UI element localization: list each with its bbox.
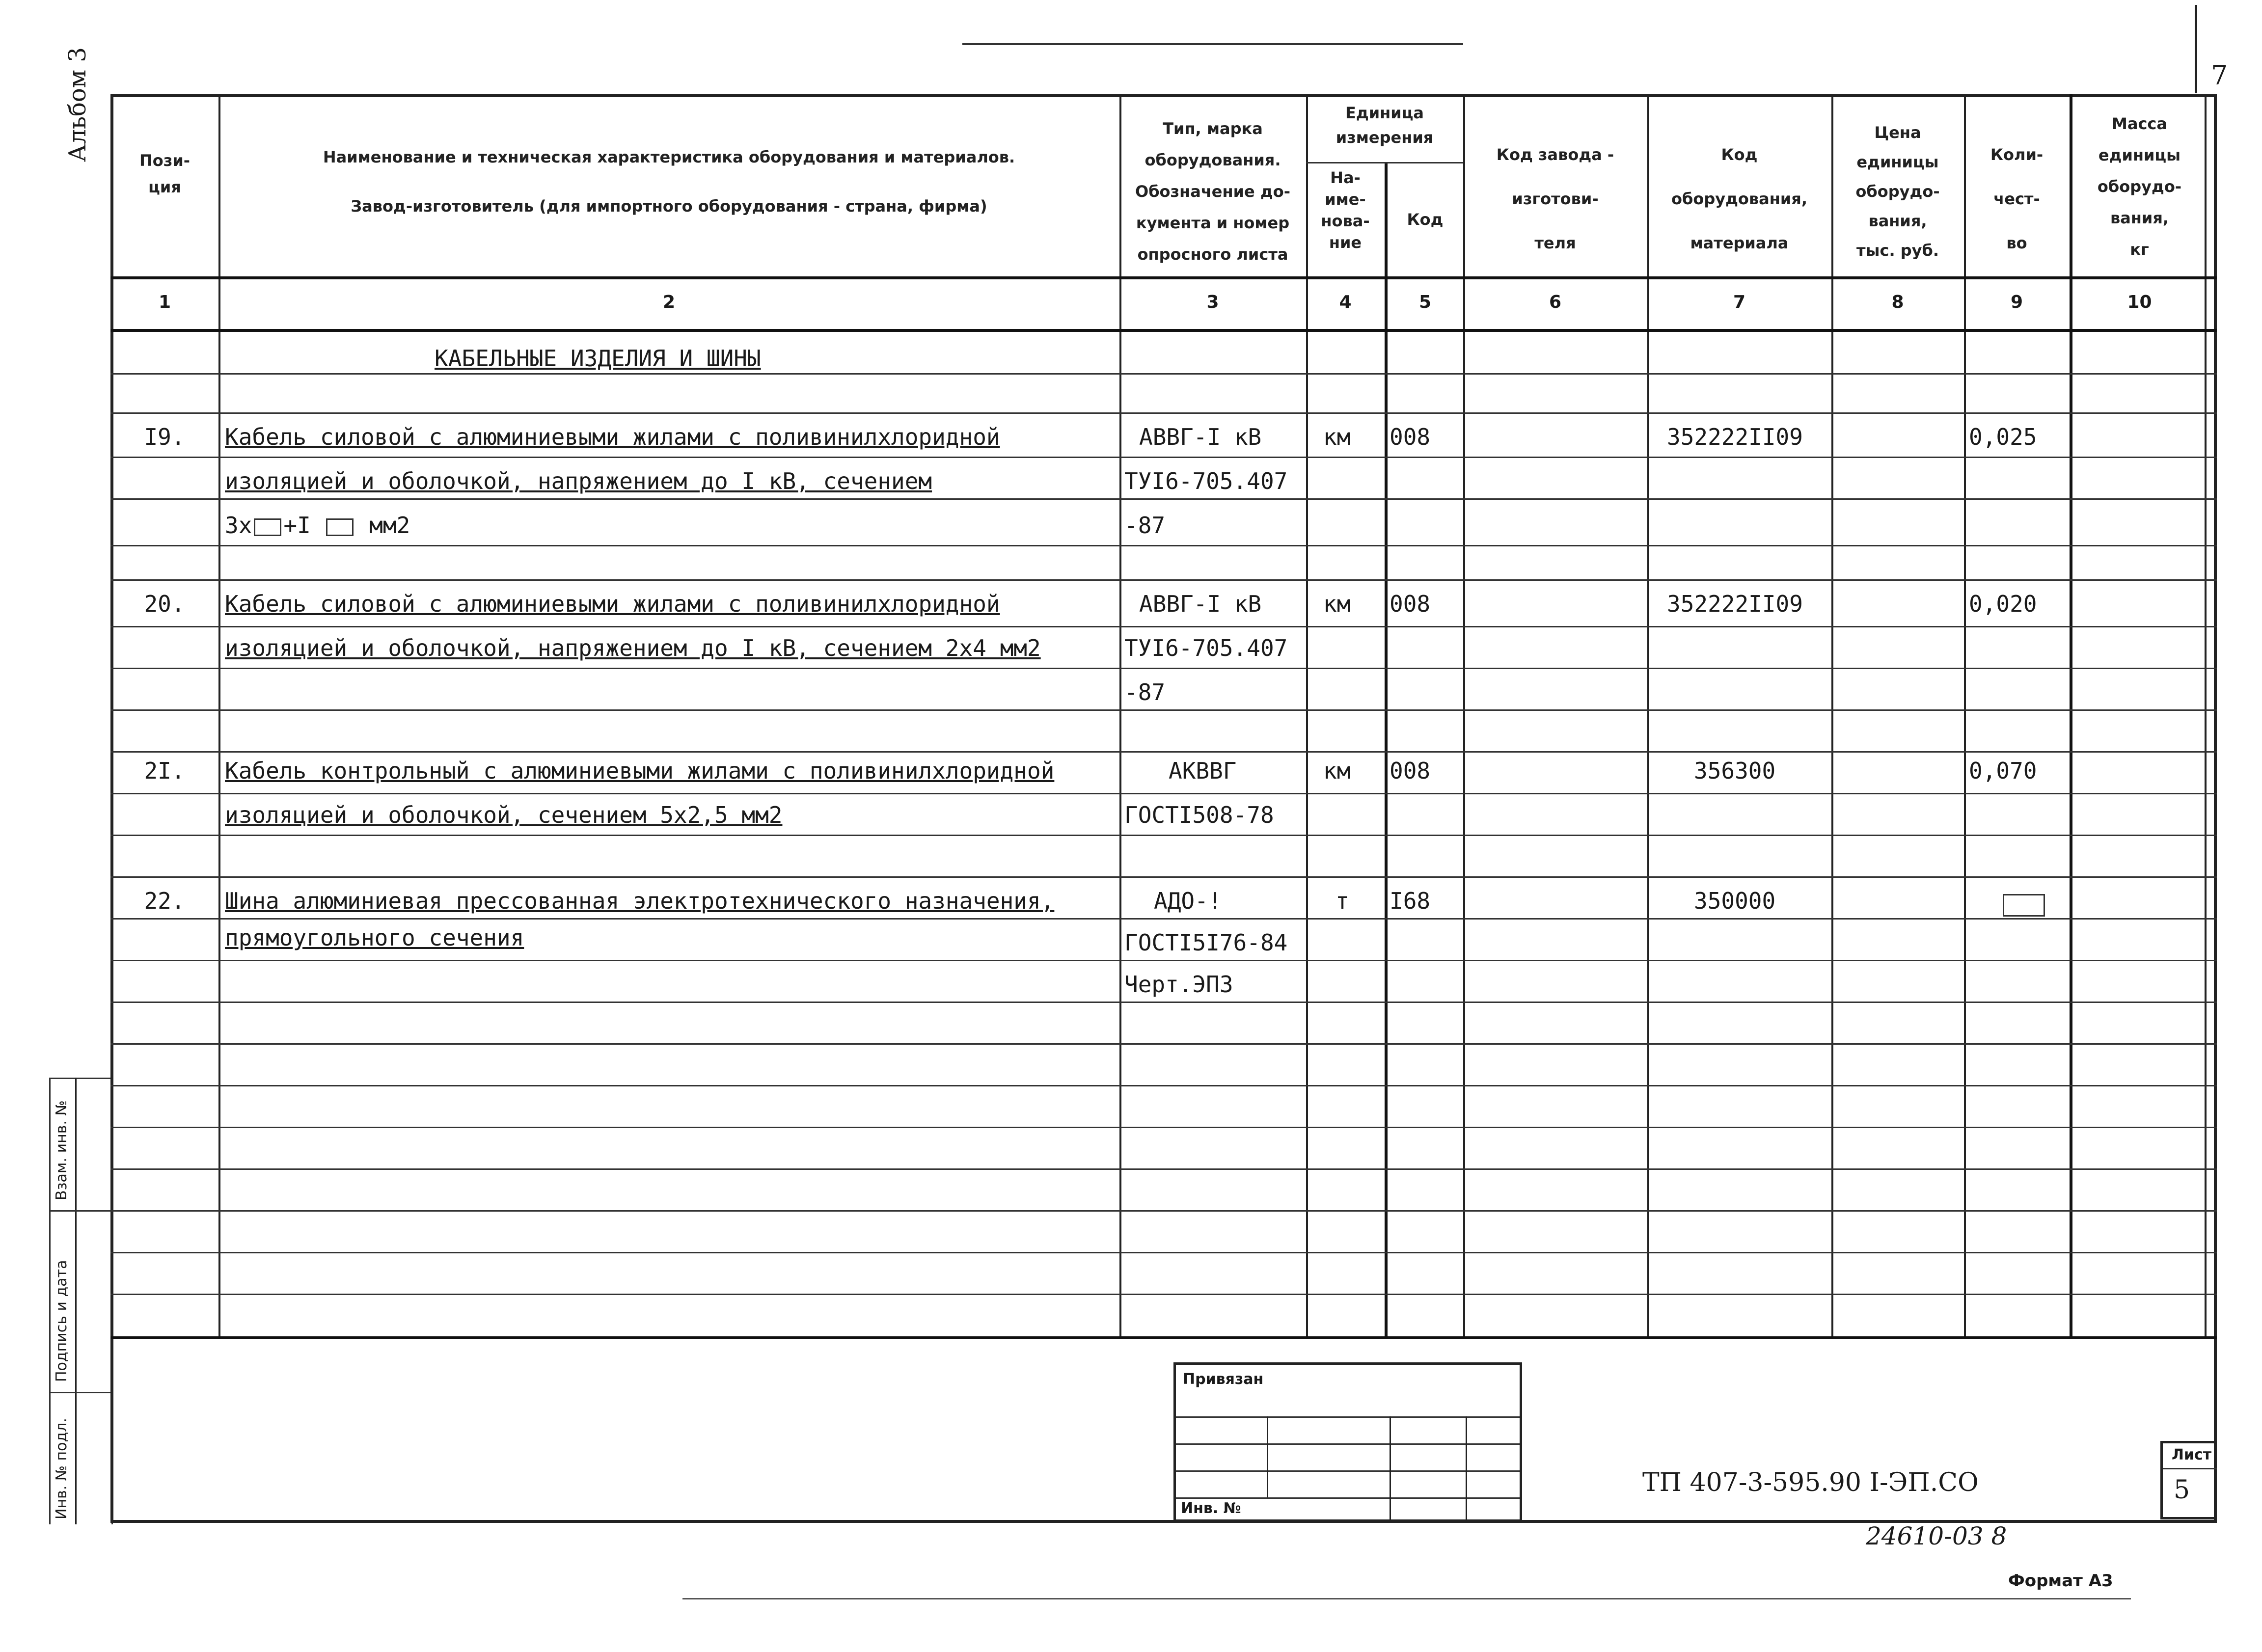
- item-21-code: 008: [1390, 758, 1431, 784]
- top-rule: [962, 43, 1463, 45]
- bottom-rule: [682, 1598, 2131, 1599]
- colnum-6: 6: [1549, 292, 1562, 312]
- stamp-privyazan: Привязан: [1183, 1371, 1264, 1388]
- colnum-1: 1: [158, 292, 171, 312]
- item-21-qty: 0,070: [1969, 758, 2037, 784]
- item-22-equip-code: 350000: [1694, 888, 1776, 914]
- section-title: КАБЕЛЬНЫЕ ИЗДЕЛИЯ И ШИНЫ: [435, 345, 761, 372]
- item-21-type-2: ГОСТI508-78: [1124, 802, 1274, 828]
- item-22-type-2: ГОСТI5I76-84: [1124, 929, 1288, 956]
- hdr-price: Цена единицы оборудо- вания, тыс. руб.: [1855, 123, 1940, 260]
- margin-label-inv: Инв. № подл.: [53, 1418, 70, 1519]
- hdr-unit: Единица измерения: [1335, 104, 1434, 147]
- hdr-qty: Коли- чест- во: [1990, 145, 2044, 252]
- item-21-name-2: изоляцией и оболочкой, сечением 5х2,5 мм2: [225, 802, 783, 828]
- item-21-unit: км: [1323, 758, 1351, 784]
- item-19-unit: км: [1323, 424, 1351, 450]
- item-19-type-2: ТУI6-705.407: [1124, 468, 1288, 494]
- document-code: ТП 407-3-595.90 I-ЭП.СО: [1642, 1468, 1979, 1497]
- item-20-equip-code: 352222II09: [1667, 591, 1803, 617]
- sheet-number: 7: [2211, 60, 2228, 91]
- item-22-unit: т: [1335, 888, 1349, 914]
- format-label: Формат А3: [2008, 1571, 2113, 1591]
- item-19-name-2: изоляцией и оболочкой, напряжением до I кВ, сечением: [225, 468, 932, 494]
- item-19-type-3: -87: [1124, 512, 1166, 539]
- handwritten-number: 24610-03 8: [1866, 1522, 2007, 1550]
- item-21-pos: 2I.: [144, 758, 185, 784]
- colnum-10: 10: [2127, 292, 2152, 312]
- hdr-equip-code: Код оборудования, материала: [1671, 145, 1807, 252]
- item-19-name-1: Кабель силовой с алюминиевыми жилами с поливинилхлоридной: [225, 424, 1000, 450]
- item-21-type-1: АКВВГ: [1169, 758, 1237, 784]
- hdr-factory-code: Код завода - изготови- теля: [1496, 145, 1614, 252]
- item-22-qty-box: [2001, 889, 2047, 918]
- item-20-name-1: Кабель силовой с алюминиевыми жилами с поливинилхлоридной: [225, 591, 1000, 617]
- item-20-qty: 0,020: [1969, 591, 2037, 617]
- item-20-code: 008: [1390, 591, 1431, 617]
- item-19-qty: 0,025: [1969, 424, 2037, 450]
- item-22-type-1: АДО-!: [1154, 888, 1222, 914]
- item-19-code: 008: [1390, 424, 1431, 450]
- album-label: Альбом 3: [64, 47, 91, 162]
- hdr-mass: Масса единицы оборудо- вания, кг: [2097, 114, 2182, 259]
- item-22-name-1: Шина алюминиевая прессованная электротехнического назначения,: [225, 888, 1055, 914]
- item-21-equip-code: 356300: [1694, 758, 1776, 784]
- sheet-box: [2160, 1441, 2217, 1519]
- item-20-unit: км: [1323, 591, 1351, 617]
- item-20-type-2: ТУI6-705.407: [1124, 635, 1288, 661]
- hdr-unit-code: Код: [1407, 210, 1444, 229]
- stamp-inv: Инв. №: [1181, 1500, 1241, 1517]
- item-20-name-2: изоляцией и оболочкой, напряжением до I кВ, сечением 2х4 мм2: [225, 635, 1041, 661]
- colnum-9: 9: [2010, 292, 2023, 312]
- colnum-8: 8: [1891, 292, 1904, 312]
- hdr-name: Наименование и техническая характеристика оборудования и материалов. Завод-изготовитель (для импортного оборудования - страна, фирма): [323, 148, 1015, 216]
- item-22-type-3: Черт.ЭП3: [1124, 971, 1233, 998]
- sheet-number-box: [2195, 5, 2256, 93]
- sheet-value: 5: [2174, 1475, 2190, 1505]
- margin-label-zam: Взам. инв. №: [53, 1100, 70, 1200]
- item-22-name-2: прямоугольного сечения: [225, 924, 524, 951]
- item-22-pos: 22.: [144, 888, 185, 914]
- binding-stamp: [1173, 1362, 1522, 1522]
- sheet-label: Лист: [2172, 1446, 2212, 1463]
- item-19-name-3: 3х +I мм2: [225, 512, 410, 539]
- colnum-5: 5: [1418, 292, 1432, 312]
- colnum-3: 3: [1206, 292, 1219, 312]
- colnum-2: 2: [662, 292, 676, 312]
- colnum-4: 4: [1339, 292, 1352, 312]
- colnum-7: 7: [1733, 292, 1746, 312]
- hdr-unit-name: На- име- нова- ние: [1321, 168, 1370, 252]
- item-20-type-3: -87: [1124, 679, 1166, 705]
- item-19-pos: I9.: [144, 424, 185, 450]
- margin-label-podpis: Подпись и дата: [53, 1260, 70, 1382]
- item-20-type-1: АВВГ-I кВ: [1139, 591, 1262, 617]
- item-19-equip-code: 352222II09: [1667, 424, 1803, 450]
- hdr-pos: Пози- ция: [139, 151, 191, 196]
- left-margin-stamp: [49, 1078, 113, 1524]
- item-19-type-1: АВВГ-I кВ: [1139, 424, 1262, 450]
- item-21-name-1: Кабель контрольный с алюминиевыми жилами с поливинилхлоридной: [225, 758, 1055, 784]
- item-20-pos: 20.: [144, 591, 185, 617]
- hdr-type: Тип, марка оборудования. Обозначение до- кумента и номер опросного листа: [1135, 119, 1290, 264]
- item-22-code: I68: [1390, 888, 1431, 914]
